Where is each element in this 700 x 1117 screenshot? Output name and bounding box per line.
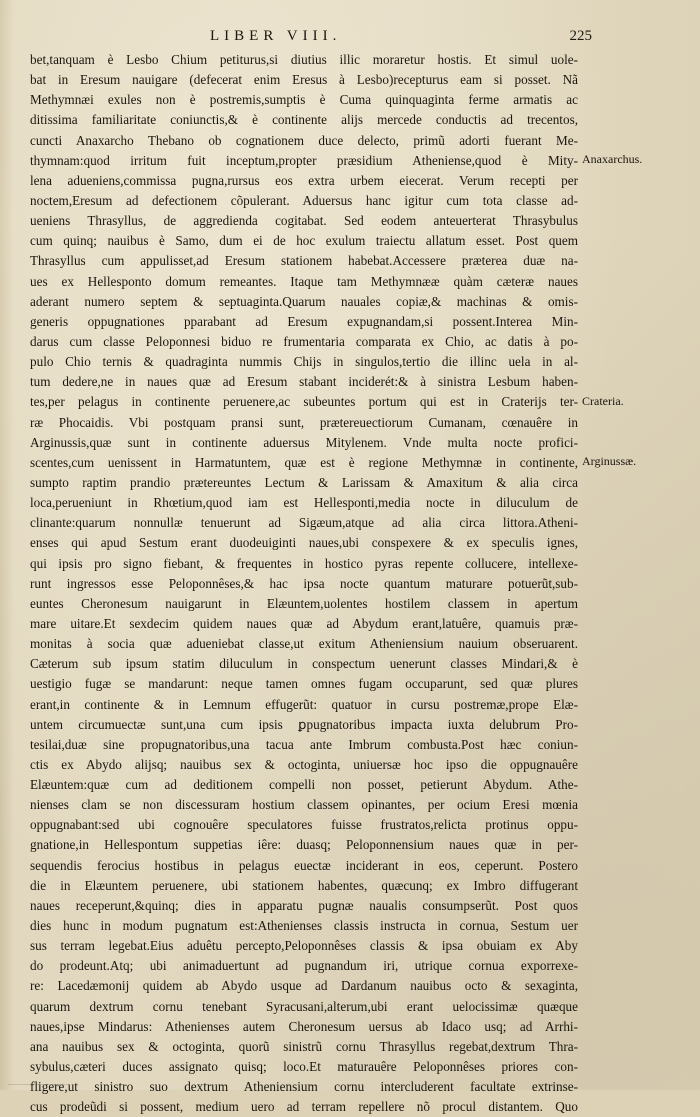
text-line: tesilai,duæ sine propugnatoribus,una tacua ante Imbrum combusta.Post hæc coniun-	[30, 736, 578, 752]
text-line: bat in Eresum nauigare (defecerat enim Eresus à Lesbo)recepturus eam si posset. Nã	[30, 72, 578, 88]
text-line: scentes,cum uenissent in Harmatuntem, quæ est è regione Methymnæ in continente,	[30, 454, 578, 470]
text-line: gnatione,in Hellespontum suppetias iêre: duasq; Peloponnensium naues quæ in per-	[30, 837, 578, 853]
text-line: Cæterum sub ipsum statim diluculum in conspectum uenerunt classes Mindari,& è	[30, 656, 578, 672]
running-head: LIBER VIII.	[210, 28, 342, 44]
text-line: ditissima familiaritate coniunctis,& è continente alijs mercede conductis ad trecentos,	[30, 112, 578, 128]
text-line: cum quinq; nauibus è Samo, dum ei de hoc exulum traiectu allatum esset. Post quem	[30, 233, 578, 249]
text-line: sequendis ferocius hostibus in pelagus euectæ inciderant in eos, ceperunt. Postero	[30, 857, 578, 873]
page-wear-mark	[8, 1060, 68, 1085]
text-line: naues,ipse Mindarus: Athenienses autem Cheronesum uersus ab Idaco usq; ad Arrhi-	[30, 1018, 578, 1034]
text-line: fligere,ut sinistro suo dextrum Atheniensium cornu intercluderent facultate extrinse-	[30, 1079, 578, 1095]
text-line: Elæuntem:quæ cum ad deditionem compelli non posset, petierunt Abydum. Athe-	[30, 777, 578, 793]
text-line: noctem,Eresum ad defectionem cõpulerant. Aduersus hanc igitur cum tota classe ad-	[30, 192, 578, 208]
text-line: erant,in continente & in Lemnum effugerũt: quatuor in cursu postremæ,prope Elæ-	[30, 696, 578, 712]
text-line: tes,per pelagus in continente peruenere,ac subeuntes portum qui est in Craterijs ter-	[30, 394, 578, 410]
text-line: Methymnæi exules non è postremis,sumptis è Cuma quinquaginta ferme armatis ac	[30, 92, 578, 108]
text-line: lena adueniens,commissa pugna,rursus eos extra urbem eiecerat. Verum recepti per	[30, 172, 578, 188]
text-line: pulo Chio ternis & quadraginta nummis Chijs in singulos,tertio die illinc uela in al-	[30, 354, 578, 370]
text-line: ana nauibus sex & octoginta, quorũ sinistrũ cornu Thrasyllus regebat,dextrum Thra-	[30, 1038, 578, 1054]
text-line: clinante:quarum nonnullæ tenuerunt ad Sigæum,atque ad alia circa littora.Atheni-	[30, 515, 578, 531]
text-line: Thrasyllus cum appulisset,ad Eresum stationem habebat.Accessere præterea duæ na-	[30, 253, 578, 269]
text-line: re: Lacedæmonij quidem ab Abydo usque ad Dardanum nauibus octo & sexaginta,	[30, 978, 578, 994]
text-line: naues receperunt,&quinq; dies in apparatu pugnæ naualis consumpserũt. Post quos	[30, 897, 578, 913]
text-line: untem circumuectæ sunt,una cum ipsis ꝑpugnatoribus impacta iuxta delubrum Pro-	[30, 716, 578, 732]
text-line: ues ex Hellesponto domum remeantes. Itaque tam Methymnææ quàm cæteræ naues	[30, 273, 578, 289]
text-line: euntes Cheronesum nauigarunt in Elæuntem,uolentes hostilem classem in apertum	[30, 595, 578, 611]
text-line: cuncti Anaxarcho Thebano ob cognationem duce delecto, primũ adorti fuerant Me-	[30, 132, 578, 148]
marginal-note: Anaxarchus.	[582, 151, 643, 166]
text-line: bet,tanquam è Lesbo Chium petiturus,si diutius illic moraretur hostis. Et simul uole-	[30, 52, 578, 67]
text-line: aderant numero septem & septuaginta.Quarum nauales copiæ,& machinas & omis-	[30, 293, 578, 309]
text-line: loca,perueniunt in Rhœtium,quod iam est Hellesponti,media nocte in diluculum de	[30, 495, 578, 511]
text-line: Arginussis,quæ sunt in continente aduersus Mitylenem. Vnde multa nocte profici-	[30, 434, 578, 450]
marginal-note: Arginussæ.	[582, 454, 637, 468]
text-line: runt ingressos esse Peloponnêses,& hac ipsa nocte quantum maturare potuerũt,sub-	[30, 575, 578, 591]
text-line: monitas à socia quæ adueniebat classe,ut exitum Atheniensium nauium obseruarent.	[30, 636, 578, 652]
text-line: sybulus,cæteri duces assignato quisq; loco.Et maturauêre Peloponnêses priores con-	[30, 1059, 578, 1075]
text-line: mare uitare.Et sexdecim quidem naues quæ ad Abydum erant,latuêre, quamuis præ-	[30, 615, 578, 631]
text-line: ræ Phocaidis. Vbi postquam pransi sunt, prætereuectiorum Cumanam, cœnauêre in	[30, 414, 578, 430]
text-line: cus prodeũdi si possent, medium uero ad terram repellere nõ procul distantem. Quo	[30, 1099, 578, 1115]
text-line: qui ipsis pro signo fiebant, & frequentes in hostico pyras repente collucere, intellexe-	[30, 555, 578, 571]
body-text	[30, 50, 578, 1117]
text-line: ueniens Thrasyllus, de aggredienda cogitabat. Sed eodem anteuerterat Thrasybulus	[30, 213, 578, 229]
text-line: ctis ex Abydo alijsq; nauibus sex & octoginta, uniuersæ hoc ipso die oppugnauêre	[30, 756, 578, 772]
text-line: darus cum classe Peloponnesi biduo re frumentaria comparata ex Chio, ac datis à po-	[30, 333, 578, 349]
page-number: 225	[569, 28, 592, 44]
text-line: enses qui apud Sestum erant duodeuiginti naues,ubi conspexere & ex speculis ignes,	[30, 535, 578, 551]
text-line: tum dedere,ne in naues quæ ad Eresum stabant inciderét:& à sinistra Lesbum haben-	[30, 374, 578, 390]
text-line: do prodeunt.Atq; ubi animaduertunt ad pugnandum iri, utrique cornua exporrexe-	[30, 958, 578, 974]
text-line: sumpto raptim prandio prætereuntes Lectum & Larissam & Amaxitum & alia circa	[30, 474, 578, 490]
text-line: uestigio fugæ se mandarunt: neque tamen omnes fugam occuparunt, sed quæ plures	[30, 676, 578, 692]
text-line: oppugnabant:sed ubi cognouêre speculatores fuisse frustratos,relicta protinus oppu-	[30, 817, 578, 833]
text-line: generis oppugnationes pparabant ad Eresum expugnandam,si possent.Interea Min-	[30, 313, 578, 329]
text-line: sus terram legebat.Eius aduêtu percepto,Peloponnêses classis & ipsa obuiam ex Aby	[30, 938, 578, 954]
marginal-note: Crateria.	[582, 393, 624, 408]
text-line: quarum dextrum cornu tenebant Syracusani,alterum,ubi erant uelocissimæ quæque	[30, 998, 578, 1014]
text-line: thymnam:quod irritum fuit inceptum,propter præsidium Atheniense,quod è Mity-	[30, 152, 578, 168]
text-line: nienses clam se non discessuram hostium classem opinantes, per ocium Eresi mœnia	[30, 797, 578, 813]
text-line: dies hunc in modum pugnatum est:Athenienses classis instructa in cornua, Sestum uer	[30, 918, 578, 934]
text-line: die in Elæuntem peruenere, ubi stationem habentes, quæcunq; ex Imbro diffugerant	[30, 877, 578, 893]
page-header	[60, 28, 600, 48]
